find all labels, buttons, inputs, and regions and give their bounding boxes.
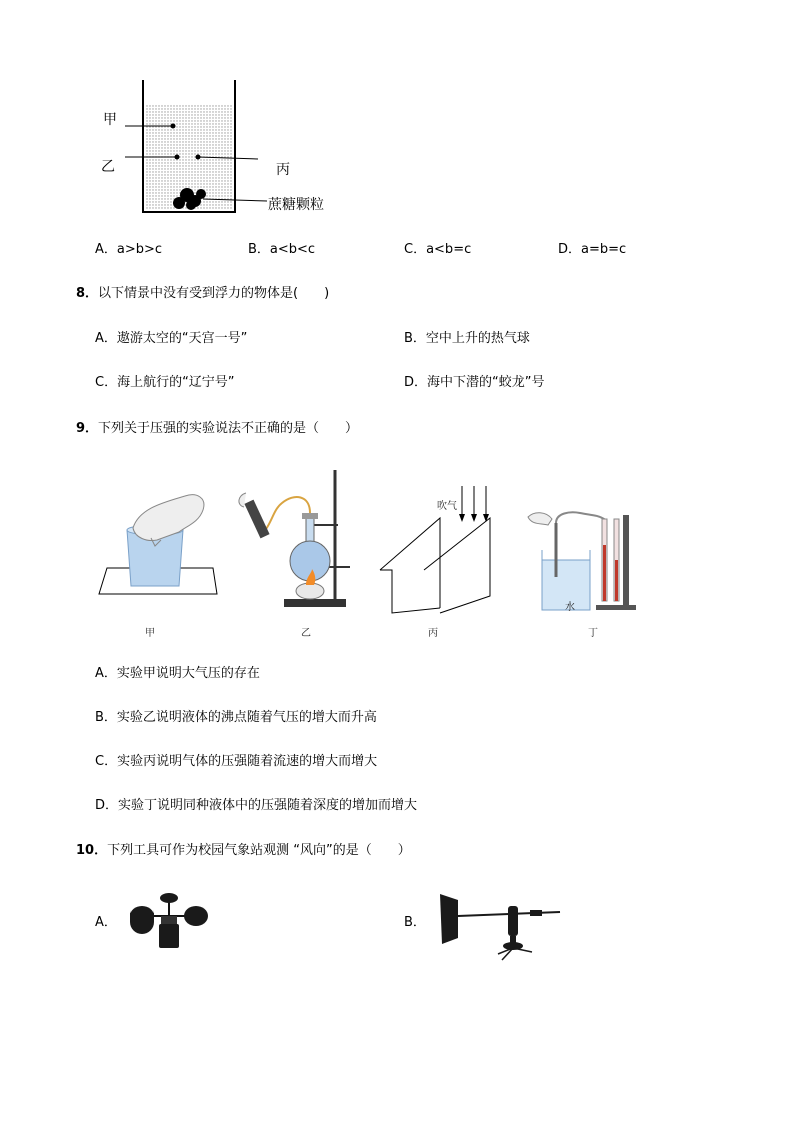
wind-vane-image[interactable] xyxy=(436,890,566,962)
q8-option-b[interactable]: B．空中上升的热气球 xyxy=(404,331,530,346)
label-jia: 甲 xyxy=(103,112,117,128)
experiment-jia-figure xyxy=(95,488,220,598)
label-sugar: 蔗糖颗粒 xyxy=(268,197,324,213)
q9-stem-text: 下列关于压强的实验说法不正确的是（ ） xyxy=(98,421,359,436)
q10-option-a[interactable]: A． xyxy=(95,915,117,930)
q8-stem xyxy=(76,286,329,302)
q9-option-b[interactable]: B．实验乙说明液体的沸点随着气压的增大而升高 xyxy=(95,710,377,725)
caption-ding: 丁 xyxy=(588,628,598,639)
q9-option-a[interactable]: A．实验甲说明大气压的存在 xyxy=(95,666,260,681)
experiment-ding-figure xyxy=(520,505,645,615)
water-label: 水 xyxy=(565,602,575,613)
caption-bing: 丙 xyxy=(428,628,438,639)
q8-option-c[interactable]: C．海上航行的“辽宁号” xyxy=(95,375,235,390)
q9-number: 9． xyxy=(76,421,99,436)
q7-option-a[interactable]: A．a>b>c xyxy=(95,242,163,257)
q8-number: 8． xyxy=(76,286,99,301)
q9-option-c[interactable]: C．实验丙说明气体的压强随着流速的增大而增大 xyxy=(95,754,378,769)
q10-option-b[interactable]: B． xyxy=(404,915,426,930)
blow-label: 吹气 xyxy=(437,501,457,512)
q8-option-d[interactable]: D．海中下潜的“蛟龙”号 xyxy=(404,375,545,390)
q10-stem-text: 下列工具可作为校园气象站观测 “风向”的是（ ） xyxy=(107,843,411,858)
caption-jia: 甲 xyxy=(145,628,155,639)
label-yi: 乙 xyxy=(101,159,115,175)
q8-option-a[interactable]: A．遨游太空的“天宫一号” xyxy=(95,331,248,346)
anemometer-image[interactable] xyxy=(128,892,210,952)
q7-option-d[interactable]: D．a=b=c xyxy=(558,242,627,257)
q7-option-b[interactable]: B．a<b<c xyxy=(248,242,316,257)
q10-stem xyxy=(76,843,411,859)
q9-option-d[interactable]: D．实验丁说明同种液体中的压强随着深度的增加而增大 xyxy=(95,798,418,813)
q9-stem xyxy=(76,421,358,437)
q10-number: 10． xyxy=(76,843,108,858)
label-bing: 丙 xyxy=(276,162,290,178)
experiment-yi-figure xyxy=(232,465,357,615)
caption-yi: 乙 xyxy=(301,628,311,639)
q8-stem-text: 以下情景中没有受到浮力的物体是( ) xyxy=(98,286,330,301)
q7-option-c[interactable]: C．a<b=c xyxy=(404,242,472,257)
